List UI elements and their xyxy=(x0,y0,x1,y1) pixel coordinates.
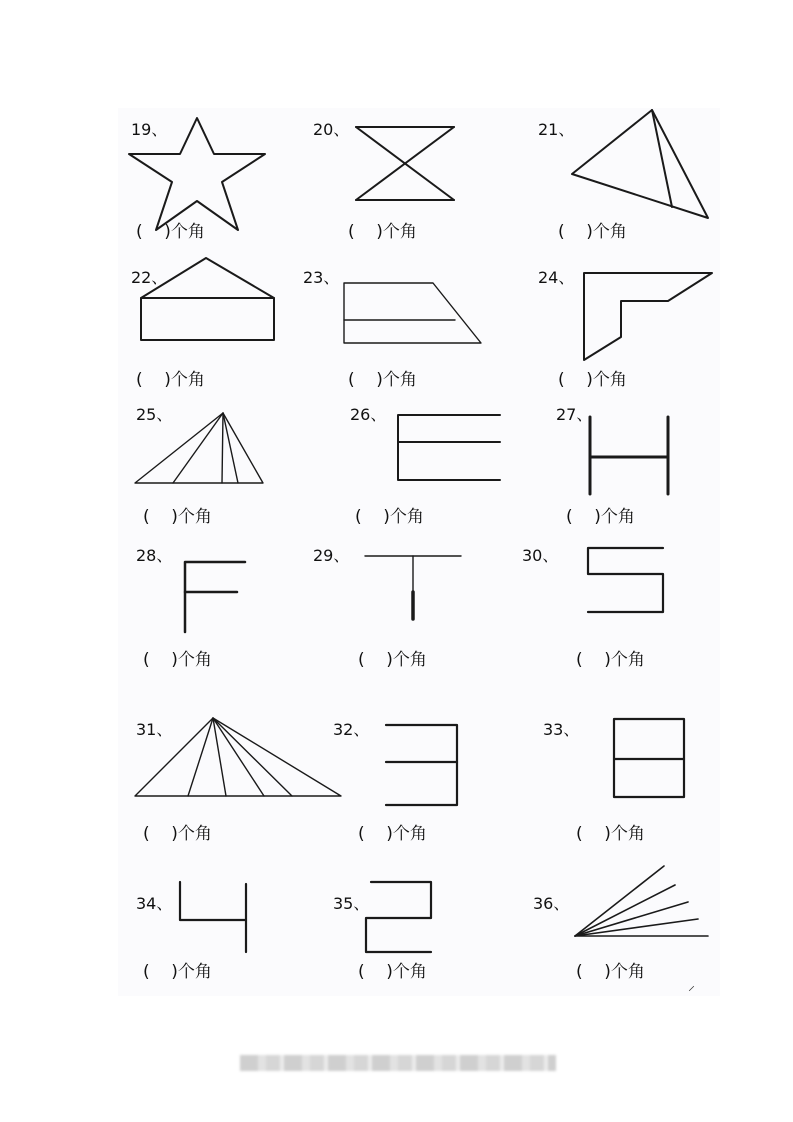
answer-suffix: 个角 xyxy=(177,650,212,670)
answer-suffix: 个角 xyxy=(392,650,427,670)
question-number: 33、 xyxy=(543,720,580,739)
answer-suffix: 个角 xyxy=(392,824,427,844)
answer-blank[interactable]: ( ) xyxy=(566,507,601,527)
answer-blank[interactable]: ( ) xyxy=(143,650,178,670)
question-number: 30、 xyxy=(522,546,559,565)
question-number: 28、 xyxy=(136,546,173,565)
question-number: 32、 xyxy=(333,720,370,739)
question-number: 29、 xyxy=(313,546,350,565)
question-number: 27、 xyxy=(556,405,593,424)
answer-suffix: 个角 xyxy=(592,222,627,242)
answer-blank[interactable]: ( ) xyxy=(143,507,178,527)
answer-suffix: 个角 xyxy=(610,962,645,982)
answer-suffix: 个角 xyxy=(610,824,645,844)
answer-blank[interactable]: ( ) xyxy=(358,962,393,982)
answer-suffix: 个角 xyxy=(382,222,417,242)
answer-suffix: 个角 xyxy=(610,650,645,670)
answer-suffix: 个角 xyxy=(170,222,205,242)
question-number: 36、 xyxy=(533,894,570,913)
answer-suffix: 个角 xyxy=(170,370,205,390)
answer-blank[interactable]: ( ) xyxy=(558,222,593,242)
question-number: 20、 xyxy=(313,120,350,139)
blurred-watermark xyxy=(240,1055,556,1071)
answer-blank[interactable]: ( ) xyxy=(576,824,611,844)
answer-blank[interactable]: ( ) xyxy=(136,222,171,242)
answer-suffix: 个角 xyxy=(389,507,424,527)
answer-blank[interactable]: ( ) xyxy=(358,824,393,844)
answer-blank[interactable]: ( ) xyxy=(143,824,178,844)
answer-suffix: 个角 xyxy=(382,370,417,390)
answer-blank[interactable]: ( ) xyxy=(576,650,611,670)
question-number: 23、 xyxy=(303,268,340,287)
answer-suffix: 个角 xyxy=(600,507,635,527)
question-number: 31、 xyxy=(136,720,173,739)
answer-blank[interactable]: ( ) xyxy=(358,650,393,670)
answer-suffix: 个角 xyxy=(177,507,212,527)
answer-blank[interactable]: ( ) xyxy=(576,962,611,982)
question-number: 19、 xyxy=(131,120,168,139)
answer-suffix: 个角 xyxy=(177,962,212,982)
answer-blank[interactable]: ( ) xyxy=(348,370,383,390)
answer-suffix: 个角 xyxy=(392,962,427,982)
answer-blank[interactable]: ( ) xyxy=(348,222,383,242)
answer-suffix: 个角 xyxy=(592,370,627,390)
answer-blank[interactable]: ( ) xyxy=(558,370,593,390)
question-number: 35、 xyxy=(333,894,370,913)
question-number: 26、 xyxy=(350,405,387,424)
question-number: 22、 xyxy=(131,268,168,287)
question-number: 21、 xyxy=(538,120,575,139)
answer-blank[interactable]: ( ) xyxy=(136,370,171,390)
question-number: 25、 xyxy=(136,405,173,424)
scan-mark-icon: ⸝ xyxy=(688,978,695,994)
question-number: 34、 xyxy=(136,894,173,913)
answer-suffix: 个角 xyxy=(177,824,212,844)
answer-line xyxy=(576,962,645,982)
answer-blank[interactable]: ( ) xyxy=(355,507,390,527)
question-number: 24、 xyxy=(538,268,575,287)
answer-blank[interactable]: ( ) xyxy=(143,962,178,982)
